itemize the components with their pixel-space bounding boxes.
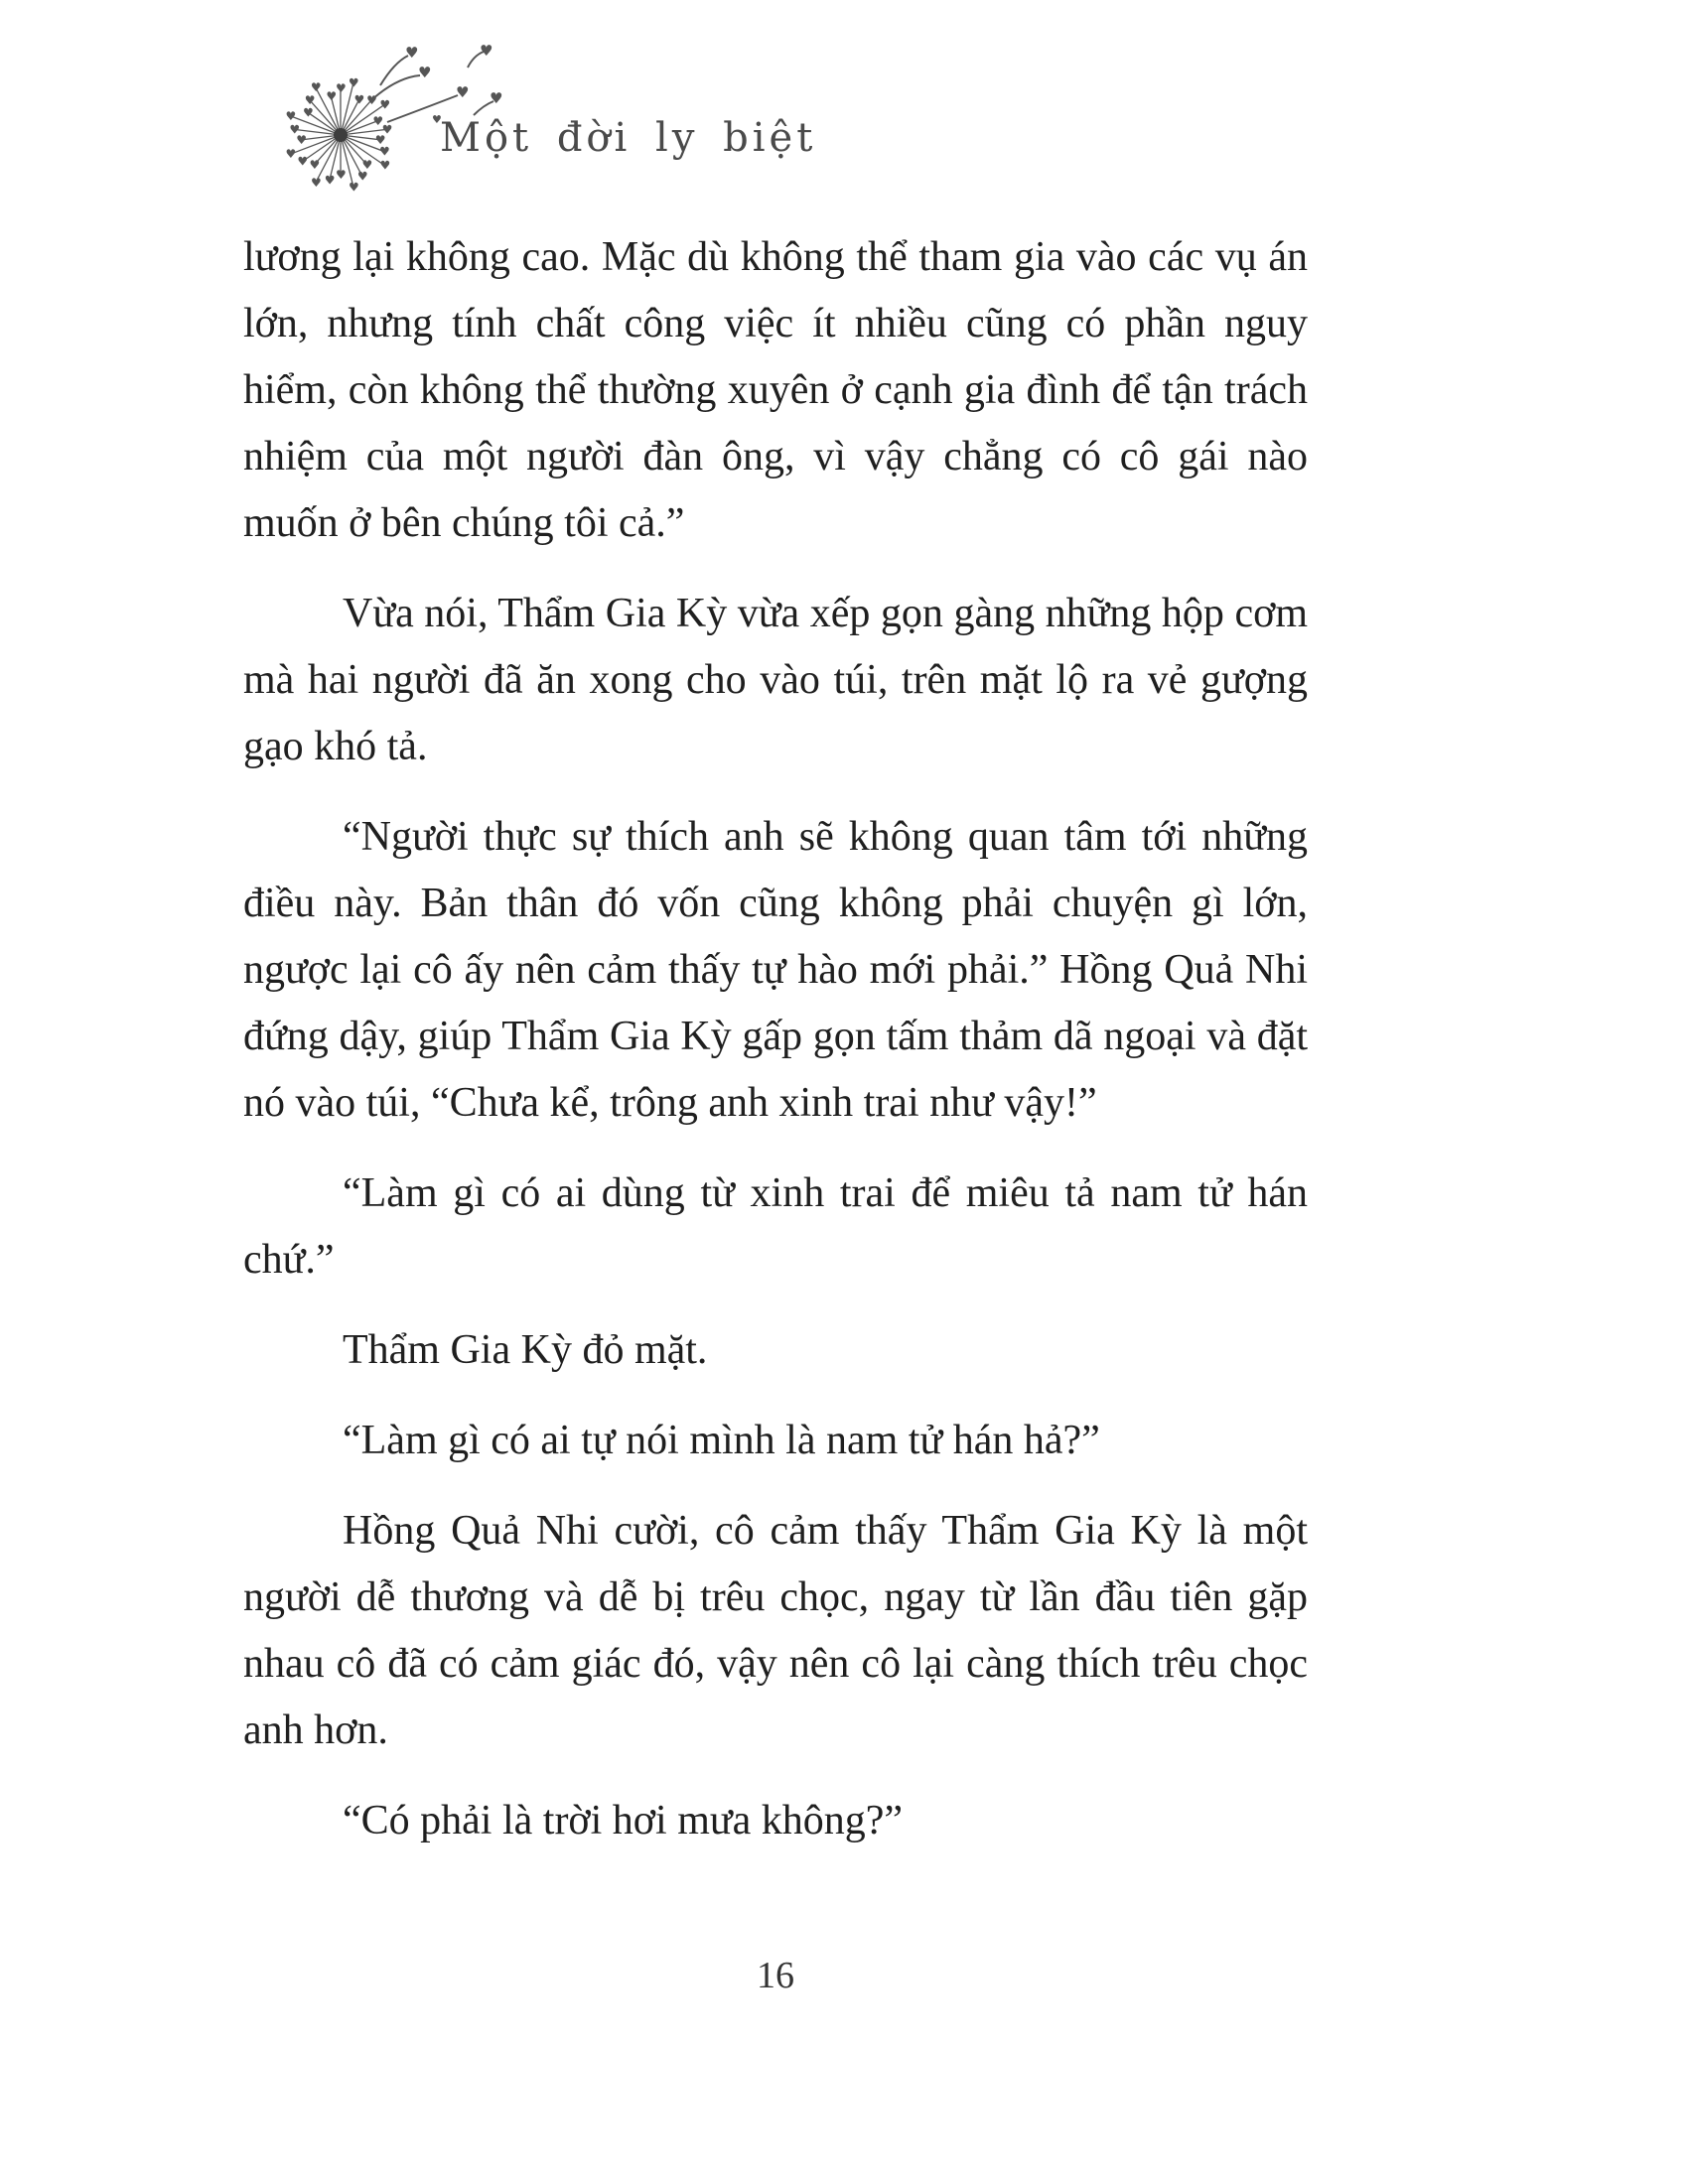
svg-text:♥: ♥ bbox=[356, 169, 368, 184]
paragraph: Hồng Quả Nhi cười, cô cảm thấy Thẩm Gia Kỳ là một người dễ thương và dễ bị trêu chọc, ngay từ lần đầu tiên gặp nhau cô đã có cảm giác đó, vậy nên cô lại càng thích trêu chọc anh hơn. bbox=[243, 1508, 1308, 1753]
paragraph: “Có phải là trời hơi mưa không?” bbox=[343, 1798, 904, 1843]
svg-text:♥: ♥ bbox=[326, 89, 338, 104]
svg-text:♥: ♥ bbox=[285, 108, 297, 123]
page-header bbox=[223, 38, 1117, 216]
svg-text:♥: ♥ bbox=[381, 122, 393, 137]
svg-text:♥: ♥ bbox=[285, 147, 297, 162]
svg-text:♥: ♥ bbox=[379, 158, 391, 173]
svg-text:♥: ♥ bbox=[378, 144, 390, 159]
svg-text:♥: ♥ bbox=[456, 83, 470, 101]
svg-text:♥: ♥ bbox=[348, 180, 359, 195]
svg-text:♥: ♥ bbox=[405, 44, 419, 62]
svg-text:♥: ♥ bbox=[372, 113, 384, 128]
svg-text:♥: ♥ bbox=[310, 80, 322, 95]
svg-text:♥: ♥ bbox=[348, 75, 359, 90]
paragraph: Thẩm Gia Kỳ đỏ mặt. bbox=[343, 1327, 708, 1373]
svg-text:♥: ♥ bbox=[418, 64, 432, 81]
svg-text:♥: ♥ bbox=[480, 42, 493, 60]
page-number: 16 bbox=[757, 1955, 794, 1996]
paragraph: Vừa nói, Thẩm Gia Kỳ vừa xếp gọn gàng những hộp cơm mà hai người đã ăn xong cho vào túi, trên mặt lộ ra vẻ gượng gạo khó tả. bbox=[243, 591, 1308, 769]
paragraph: “Làm gì có ai dùng từ xinh trai để miêu tả nam tử hán chứ.” bbox=[243, 1170, 1308, 1283]
svg-text:♥: ♥ bbox=[353, 92, 365, 107]
paragraph: “Làm gì có ai tự nói mình là nam tử hán hả?” bbox=[343, 1418, 1100, 1463]
svg-text:♥: ♥ bbox=[289, 122, 301, 137]
svg-text:♥: ♥ bbox=[361, 157, 373, 172]
svg-text:♥: ♥ bbox=[379, 97, 391, 112]
svg-text:♥: ♥ bbox=[303, 105, 314, 120]
svg-text:♥: ♥ bbox=[374, 132, 386, 147]
svg-text:♥: ♥ bbox=[310, 175, 322, 190]
svg-text:♥: ♥ bbox=[304, 92, 316, 107]
svg-text:♥: ♥ bbox=[366, 92, 377, 107]
svg-text:♥: ♥ bbox=[297, 154, 309, 169]
paragraph: “Người thực sự thích anh sẽ không quan tâm tới những điều này. Bản thân đó vốn cũng không phải chuyện gì lớn, ngược lại cô ấy nên cảm thấy tự hào mới phải.” Hồng Quả Nhi đứng dậy, giúp Thẩm Gia Kỳ gấp gọn tấm thảm dã ngoại và đặt nó vào túi, “Chưa kể, trông anh xinh trai như vậy!” bbox=[243, 814, 1308, 1126]
body-text bbox=[243, 224, 1308, 1878]
svg-text:♥: ♥ bbox=[335, 81, 347, 96]
book-title: Một đời ly biệt bbox=[440, 115, 817, 161]
svg-text:♥: ♥ bbox=[309, 157, 321, 172]
svg-text:♥: ♥ bbox=[296, 132, 308, 147]
svg-text:♥: ♥ bbox=[336, 167, 347, 182]
svg-text:♥: ♥ bbox=[432, 113, 442, 126]
svg-text:♥: ♥ bbox=[324, 173, 336, 188]
paragraph: lương lại không cao. Mặc dù không thể tham gia vào các vụ án lớn, nhưng tính chất công việc ít nhiều cũng có phần nguy hiểm, còn không thể thường xuyên ở cạnh gia đình để tận trách nhiệm của một người đàn ông, vì vậy chẳng có cô gái nào muốn ở bên chúng tôi cả.” bbox=[243, 234, 1308, 546]
svg-text:♥: ♥ bbox=[490, 89, 503, 107]
